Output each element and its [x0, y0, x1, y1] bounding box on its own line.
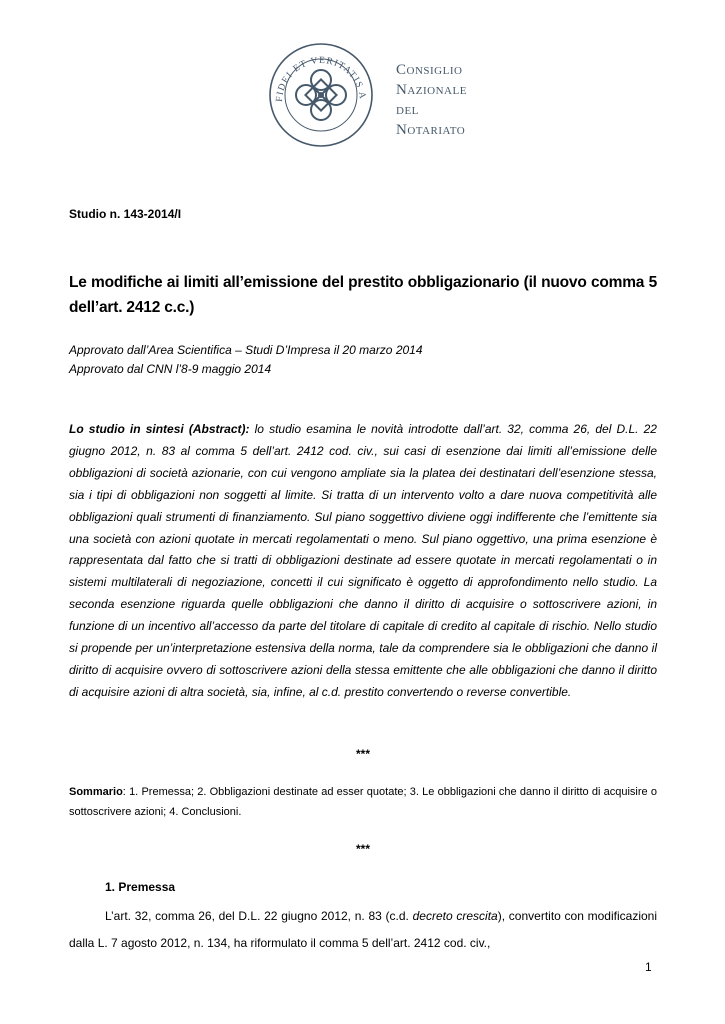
section-text-after: ), convertito con modificazioni dalla L. 7 agosto 2012, n. 134, ha riformulato il comma 5 dell’art. 2412 cod. civ.,	[69, 909, 657, 950]
separator-2: ***	[355, 842, 370, 856]
abstract-label: Lo studio in sintesi (Abstract):	[69, 422, 250, 436]
separator-1: ***	[355, 747, 370, 761]
page-number: 1	[645, 960, 652, 974]
svg-text:FIDEI ET VERITATIS ANCHORA	[268, 42, 367, 102]
summary-paragraph	[69, 782, 657, 822]
approval-line-2: Approvato dal CNN l’8-9 maggio 2014	[69, 362, 272, 376]
approval-line-1: Approvato dall’Area Scientifica – Studi D’Impresa il 20 marzo 2014	[69, 343, 423, 357]
seal-motto: FIDEI ET VERITATIS A	[274, 55, 368, 103]
summary-text: : 1. Premessa; 2. Obbligazioni destinate ad esser quotate; 3. Le obbligazioni che danno il diritto di acquisire o sottoscrivere azioni; 4. Conclusioni.	[69, 786, 657, 818]
summary-label: Sommario	[69, 786, 123, 798]
org-line-4: Notariato	[396, 122, 466, 138]
org-line-1: Consiglio	[396, 62, 463, 78]
notariato-seal-logo	[268, 42, 374, 148]
section-body	[69, 903, 657, 957]
abstract-paragraph	[69, 419, 657, 704]
abstract-text: lo studio esamina le novità introdotte dall’art. 32, comma 26, del D.L. 22 giugno 2012, n. 83 al comma 5 dell’art. 2412 cod. civ., sui casi di esenzione dai limiti all’emissione delle obbligazioni di società azionarie, con cui vengono ampliate sia la platea dei destinatari dell’esenzione stessa, sia i tipi di obbligazioni non soggetti al limite. Si tratta di un intervento volto a dare nuova competitività alle obbligazioni quali strumenti di finanziamento. Sul piano soggettivo diviene oggi indifferente che l’emittente sia una società con azioni quotate in mercati regolamentati o meno. Sul piano oggettivo, una prima esenzione è rappresentata dal fatto che si tratti di obbligazioni destinate ad essere quotate in mercati regolamentati o in sistemi multilaterali di negoziazione, concetti il cui significato è oggetto di approfondimento nello studio. La seconda esenzione riguarda quelle obbligazioni che danno il diritto di acquisire o sottoscrivere azioni, in funzione di un incentivo all’accesso da parte del titolare di capitale di credito al capitale di rischio. Nello studio si propende per un’interpretazione estensiva della norma, tale da comprendere sia le obbligazioni che danno il diritto di acquisire ovvero di sottoscrivere azioni della stessa emittente che alle obbligazioni che danno il diritto di acquisire azioni di altra società, sia, infine, al c.d. prestito convertendo o reverse convertible.	[69, 422, 657, 699]
study-number: Studio n. 143-2014/I	[69, 207, 182, 221]
section-text-before: L’art. 32, comma 26, del D.L. 22 giugno 2012, n. 83 (c.d.	[105, 909, 413, 923]
section-heading: 1. Premessa	[105, 880, 176, 894]
study-title: Le modifiche ai limiti all’emissione del prestito obbligazionario (il nuovo comma 5 dell’art. 2412 c.c.)	[69, 274, 657, 316]
org-line-2: Nazionale	[396, 82, 467, 98]
organization-name	[396, 60, 467, 140]
section-text-italic: decreto crescita	[412, 909, 498, 923]
approval-block	[69, 341, 423, 379]
org-line-3: del	[396, 102, 419, 118]
